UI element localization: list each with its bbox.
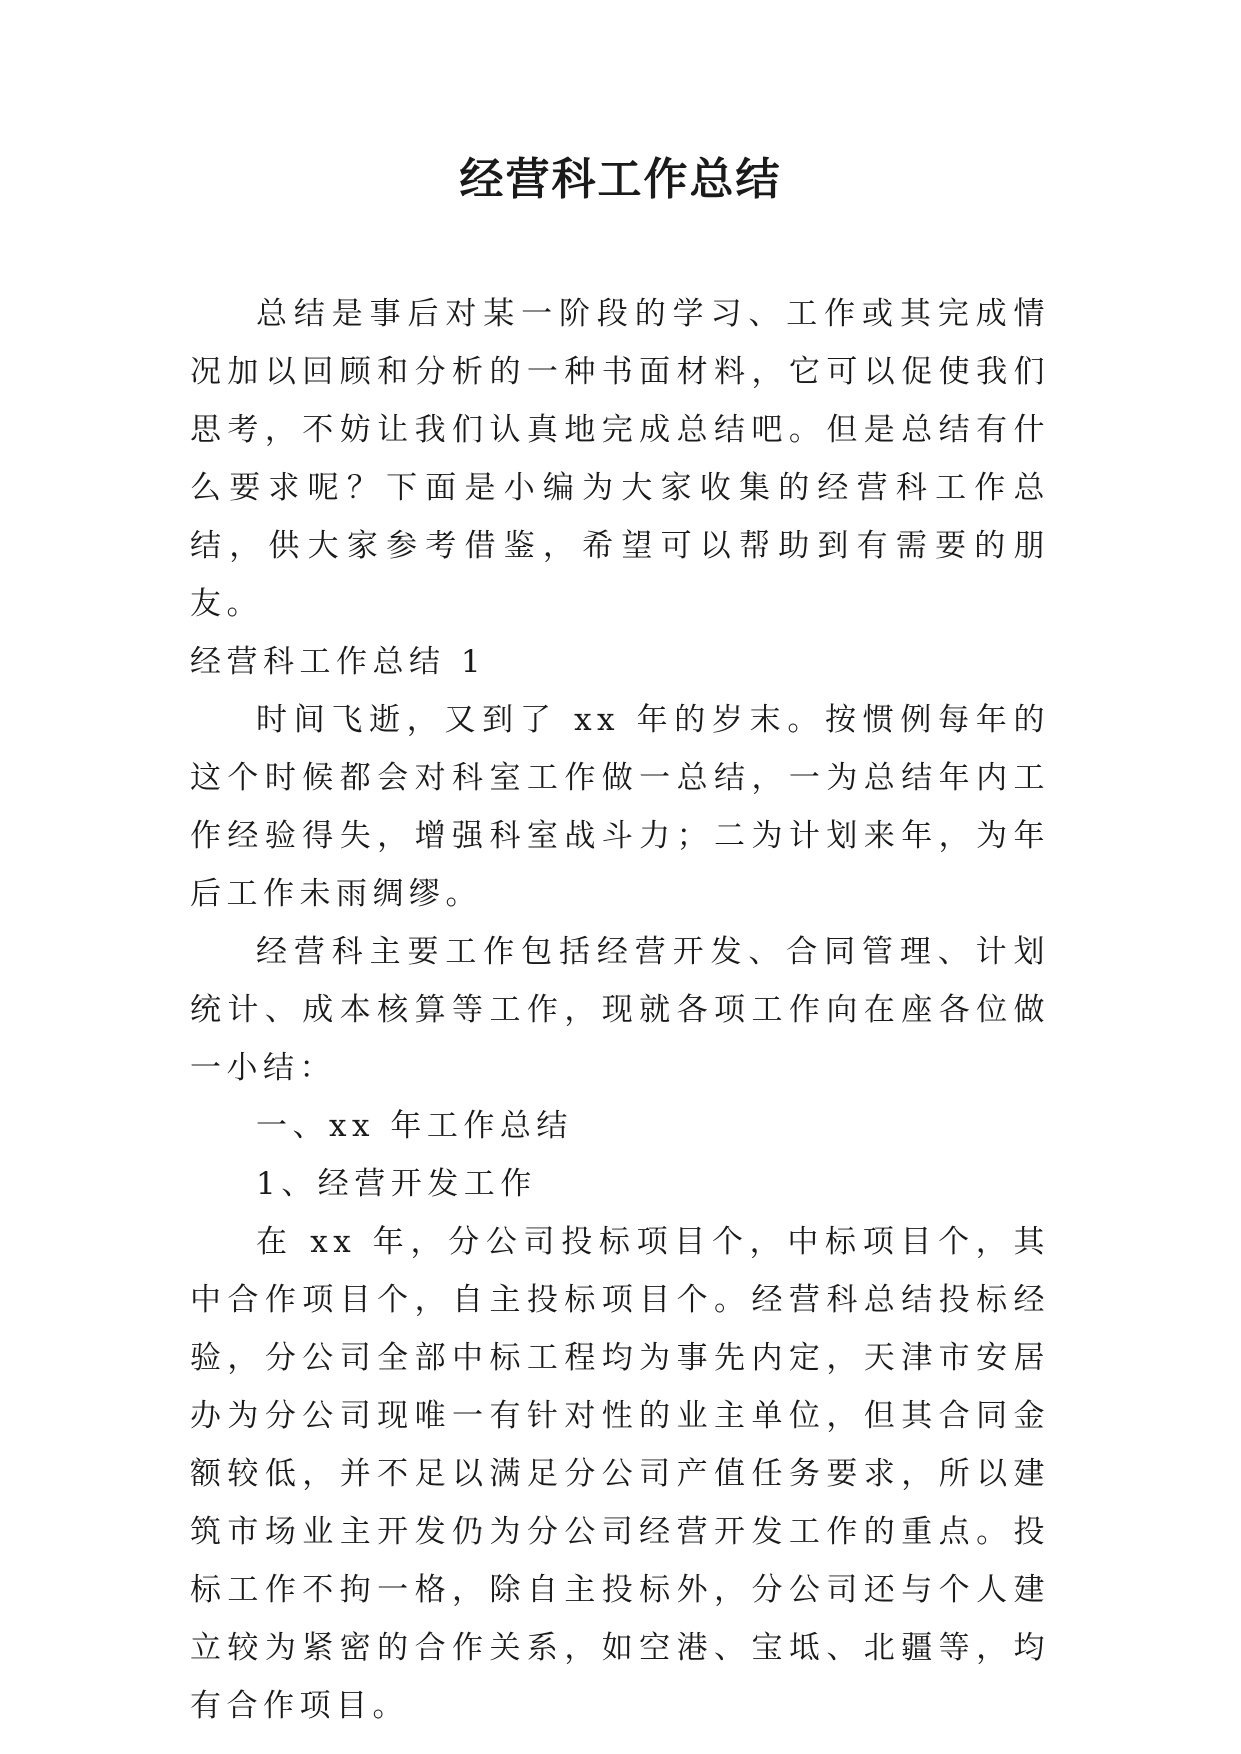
intro-block	[190, 285, 1050, 633]
document-title: 经营科工作总结	[459, 154, 782, 205]
main-block	[190, 633, 1050, 1735]
subheading-year-summary: 一、xx 年工作总结	[256, 1108, 573, 1144]
intro-paragraph: 总结是事后对某一阶段的学习、工作或其完成情况加以回顾和分析的一种书面材料，它可以促使我们思考，不妨让我们认真地完成总结吧。但是总结有什么要求呢？下面是小编为大家收集的经营科工作总结，供大家参考借鉴，希望可以帮助到有需要的朋友。	[190, 296, 1050, 622]
paragraph-1: 时间飞逝，又到了 xx 年的岁末。按惯例每年的这个时候都会对科室工作做一总结，一为总结年内工作经验得失，增强科室战斗力；二为计划来年，为年后工作未雨绸缪。	[190, 702, 1050, 912]
paragraph-3: 在 xx 年，分公司投标项目个，中标项目个，其中合作项目个，自主投标项目个。经营科总结投标经验，分公司全部中标工程均为事先内定，天津市安居办为分公司现唯一有针对性的业主单位，但其合同金额较低，并不足以满足分公司产值任务要求，所以建筑市场业主开发仍为分公司经营开发工作的重点。投标工作不拘一格，除自主投标外，分公司还与个人建立较为紧密的合作关系，如空港、宝坻、北疆等，均有合作项目。	[190, 1224, 1050, 1724]
subheading-business-development: 1、经营开发工作	[256, 1166, 537, 1202]
paragraph-2: 经营科主要工作包括经营开发、合同管理、计划统计、成本核算等工作，现就各项工作向在座各位做一小结：	[190, 934, 1050, 1086]
section-heading: 经营科工作总结 1	[190, 644, 487, 680]
